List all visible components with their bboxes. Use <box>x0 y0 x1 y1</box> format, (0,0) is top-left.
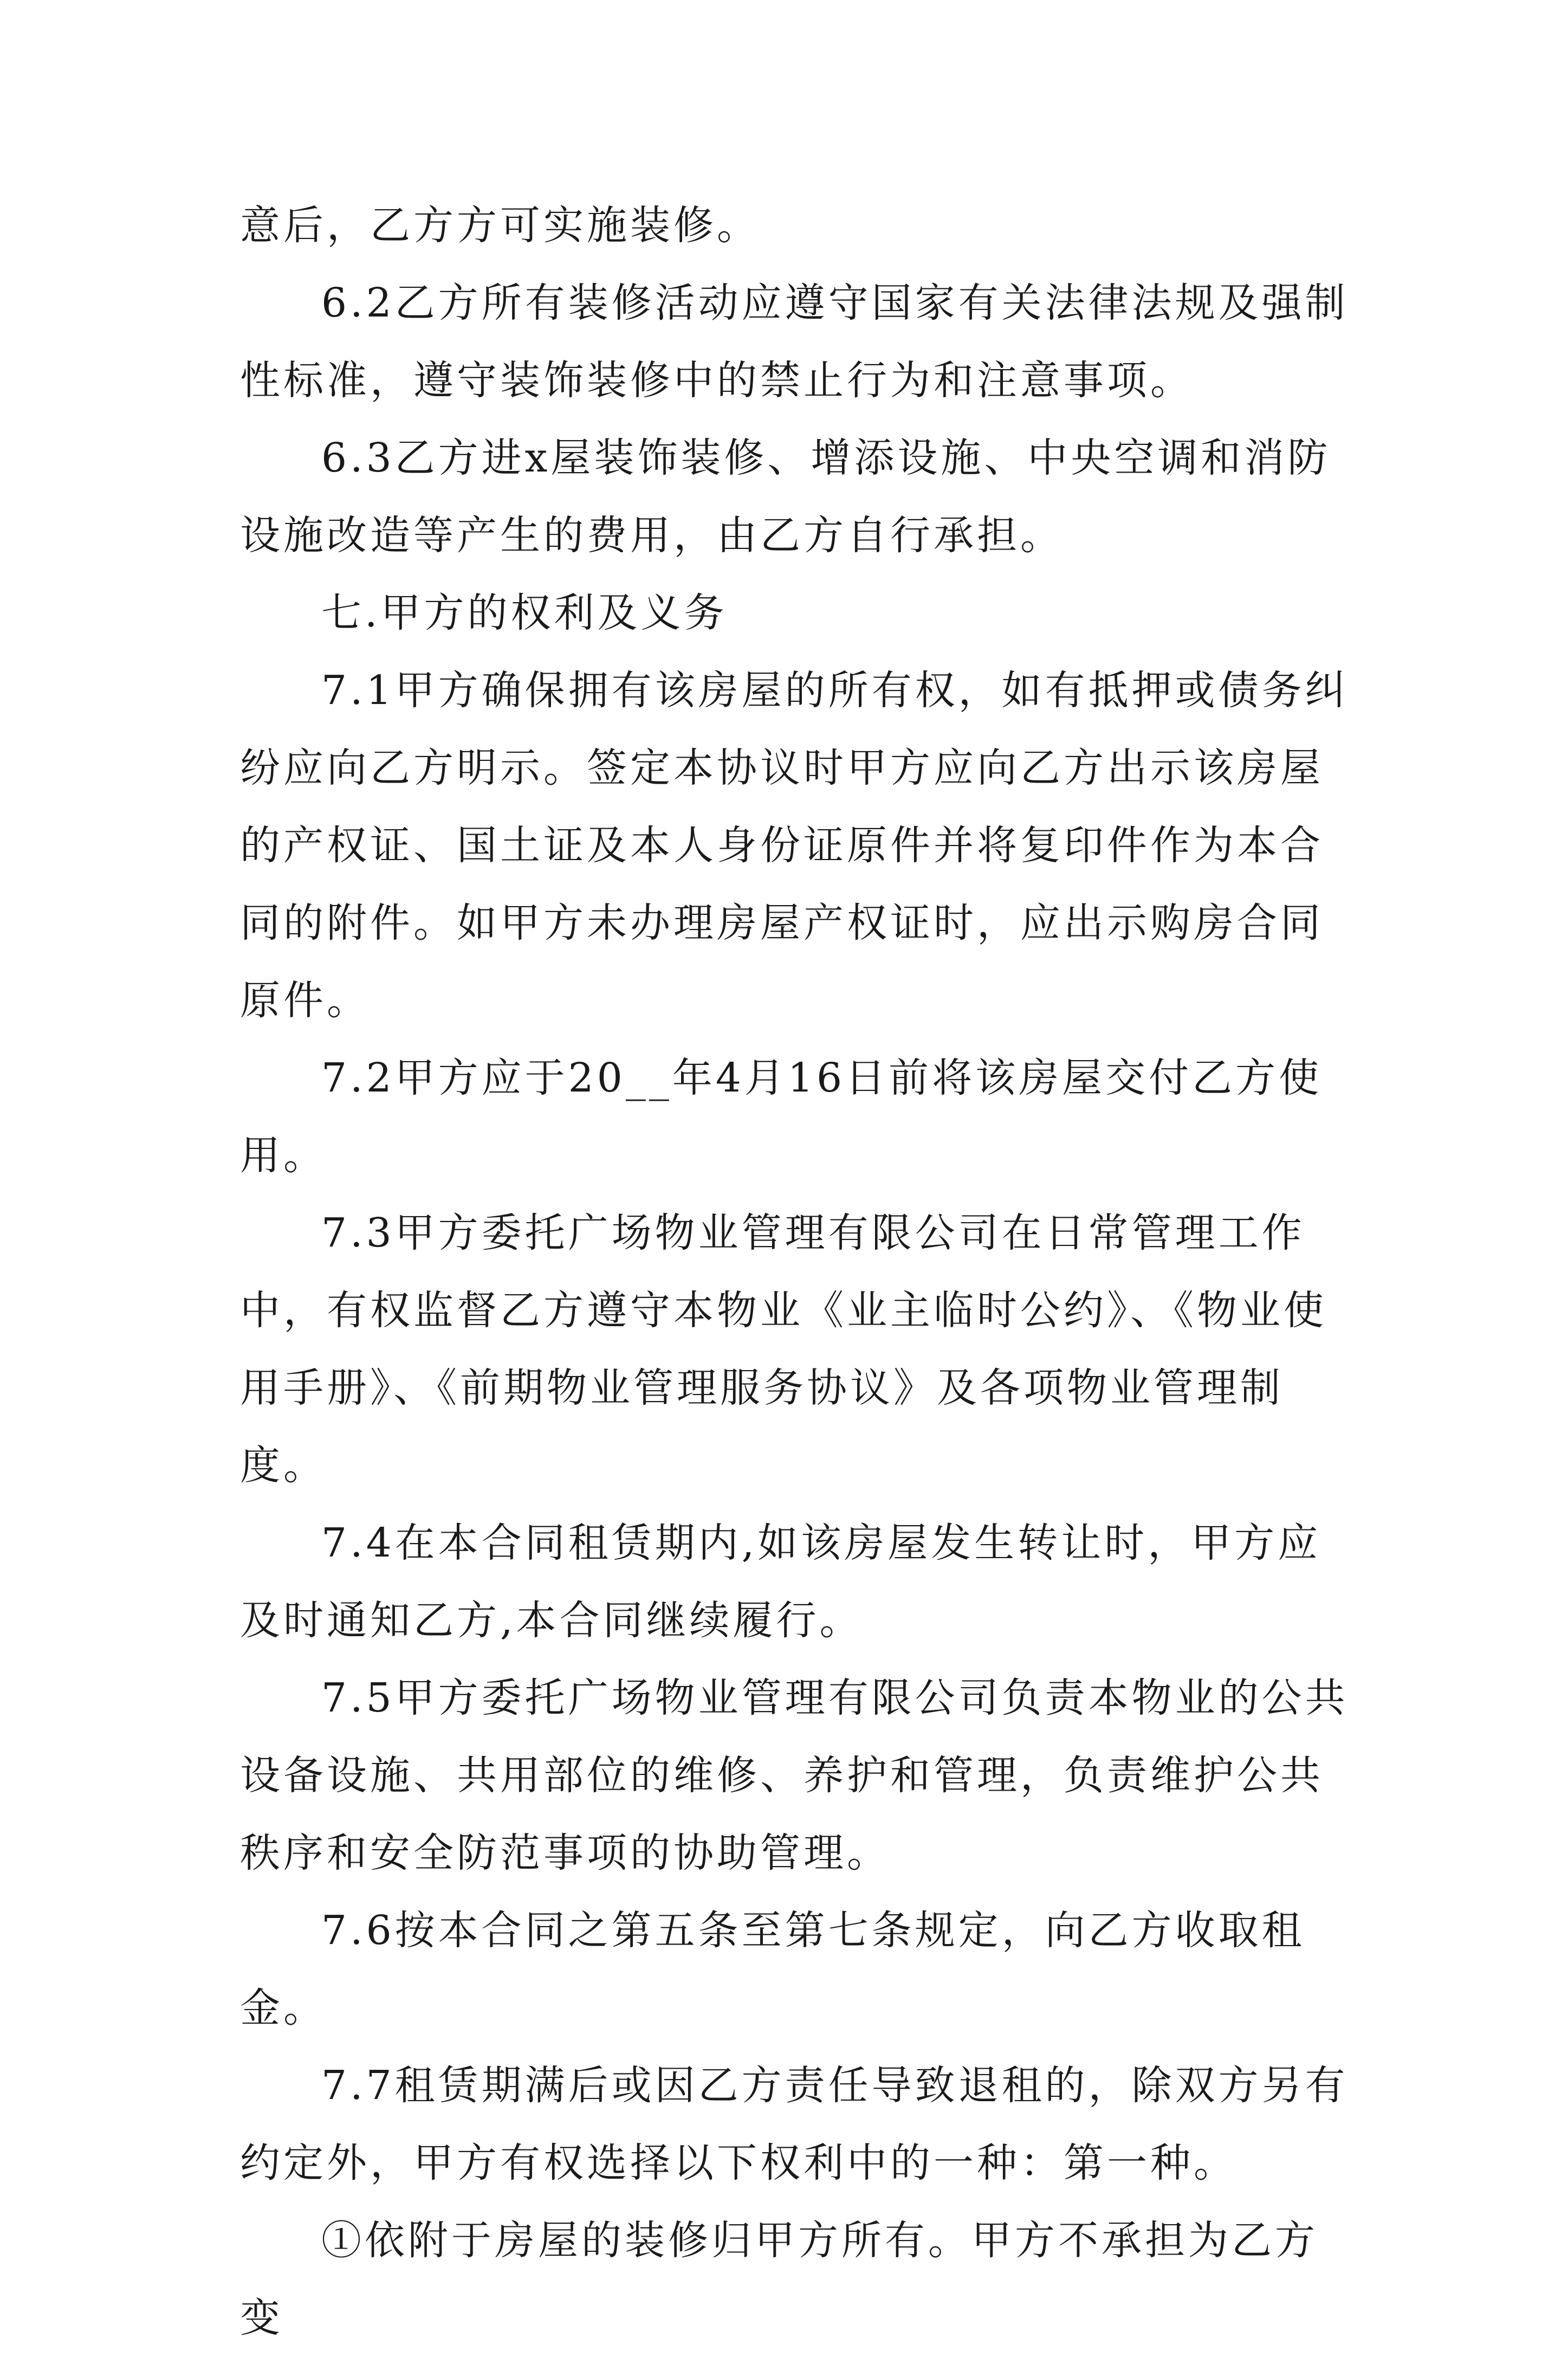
paragraph-6-2: 6.2乙方所有装修活动应遵守国家有关法律法规及强制性标准，遵守装饰装修中的禁止行为和注意事项。 <box>240 280 1349 404</box>
paragraph-7-7: 7.7租赁期满后或因乙方责任导致退租的，除双方另有约定外，甲方有权选择以下权利中的一种：第一种。 <box>240 2062 1349 2186</box>
paragraph-7-3: 7.3甲方委托广场物业管理有限公司在日常管理工作中，有权监督乙方遵守本物业《业主临时公约》、《物业使用手册》、《前期物业管理服务协议》及各项物业管理制度。 <box>240 1210 1327 1489</box>
section-heading-7: 七.甲方的权利及义务 <box>321 590 728 636</box>
paragraph-7-4: 7.4在本合同租赁期内,如该房屋发生转让时，甲方应及时通知乙方,本合同继续履行。 <box>240 1520 1321 1644</box>
paragraph-7-5: 7.5甲方委托广场物业管理有限公司负责本物业的公共设备设施、共用部位的维修、养护和管理，负责维护公共秩序和安全防范事项的协助管理。 <box>240 1675 1349 1876</box>
paragraph-7-6: 7.6按本合同之第五条至第七条规定，向乙方收取租金。 <box>240 1907 1305 2031</box>
paragraph-continuation: 意后，乙方方可实施装修。 <box>240 202 760 249</box>
paragraph-7-1: 7.1甲方确保拥有该房屋的所有权，如有抵押或债务纠纷应向乙方明示。签定本协议时甲方应向乙方出示该房屋的产权证、国土证及本人身份证原件并将复印件作为本合同的附件。如甲方未办理房屋产权证时，应出示购房合同原件。 <box>240 667 1349 1024</box>
paragraph-item-1: ①依附于房屋的装修归甲方所有。甲方不承担为乙方变 <box>240 2217 1318 2341</box>
paragraph-6-3: 6.3乙方进x屋装饰装修、增添设施、中央空调和消防设施改造等产生的费用，由乙方自行承担。 <box>240 435 1331 559</box>
document-body <box>240 187 1356 2357</box>
paragraph-7-2: 7.2甲方应于20__年4月16日前将该房屋交付乙方使用。 <box>240 1055 1323 1179</box>
